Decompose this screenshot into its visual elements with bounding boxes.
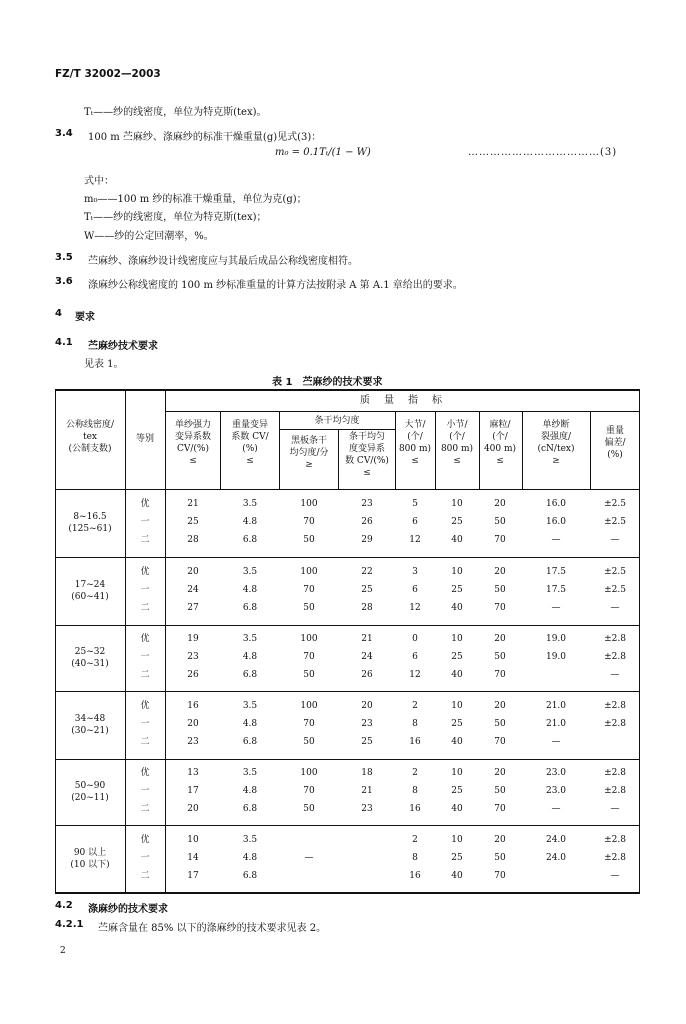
table-cell: 3.5 — [242, 567, 258, 577]
table-cell: 40 — [451, 535, 463, 545]
definition-text: Tₜ——纱的线密度，单位为特克斯(tex)； — [84, 212, 267, 223]
table-cell: ±2.5 — [604, 585, 626, 595]
table-cell: 2 — [412, 768, 418, 778]
table-cell: 0 — [412, 634, 418, 644]
table-cell: 40 — [451, 737, 463, 747]
table-cell: ±2.5 — [604, 499, 626, 509]
table-cell: — — [551, 737, 561, 747]
table-cell: 100 — [300, 768, 318, 778]
grade-cell: 二 — [140, 804, 150, 814]
table-cell: 6.8 — [242, 535, 258, 545]
col-header-strength-cv: 单纱强力 变异系数 CV/(%) ≤ — [174, 420, 212, 466]
table-cell: 4.8 — [242, 786, 258, 796]
grade-cell: 二 — [140, 870, 150, 881]
table-cell: 23 — [361, 499, 373, 509]
table-cell: 27 — [187, 603, 199, 613]
table-cell: 23 — [187, 652, 199, 662]
table-cell: ±2.8 — [604, 634, 626, 644]
table-cell: 50 — [494, 719, 506, 729]
col-header-neps: 麻粒/ (个/ 400 m) ≤ — [483, 420, 517, 466]
table-cell: 3.5 — [242, 768, 258, 778]
table-cell: ±2.8 — [604, 719, 626, 729]
table-cell: 25 — [451, 719, 463, 729]
clause-text: 100 m 苎麻纱、涤麻纱的标准干燥重量(g)见式(3)： — [88, 132, 322, 143]
table-cell: ±2.8 — [604, 768, 626, 778]
table-cell: 50 — [303, 737, 315, 747]
table-cell: 24 — [361, 652, 373, 662]
col-header-tenacity: 单纱断 裂强度/ (cN/tex) ≥ — [537, 420, 575, 466]
table-cell: 40 — [451, 670, 463, 680]
requirements-table — [55, 389, 640, 894]
grade-cell: 二 — [140, 737, 150, 747]
table-cell: 19.0 — [545, 634, 567, 644]
table-cell: — — [610, 603, 620, 613]
table-reference: 见表 1。 — [84, 359, 124, 370]
table-cell: 26 — [361, 670, 373, 680]
table-cell: — — [551, 535, 561, 545]
grade-cell: 一 — [140, 517, 150, 527]
table-cell: 12 — [409, 603, 421, 613]
table-cell: 20 — [494, 768, 506, 778]
table-cell: 50 — [494, 852, 506, 863]
table-cell: 18 — [361, 768, 373, 778]
table-cell: 10 — [451, 768, 463, 778]
table-cell: 50 — [494, 517, 506, 527]
table-cell: 70 — [303, 719, 315, 729]
linear-density-range: 50~90 (20~11) — [71, 781, 109, 803]
table-cell: ±2.8 — [604, 834, 626, 845]
grade-cell: 优 — [140, 701, 150, 711]
table-cell: 50 — [494, 786, 506, 796]
definition-text: Tₜ——纱的线密度，单位为特克斯(tex)。 — [84, 107, 267, 118]
table-cell: 8 — [412, 719, 418, 729]
col-header-quality: 质 量 指 标 — [360, 395, 444, 406]
table-cell: 6.8 — [242, 804, 258, 814]
table-cell: ±2.8 — [604, 701, 626, 711]
section-number: 4 — [55, 308, 62, 319]
table-cell: 16 — [409, 804, 421, 814]
table-cell: 25 — [451, 786, 463, 796]
table-cell: 20 — [187, 567, 199, 577]
table-cell: 4.8 — [242, 585, 258, 595]
grade-cell: 二 — [140, 535, 150, 545]
table-cell: 21 — [361, 786, 373, 796]
table-cell: 25 — [451, 852, 463, 863]
col-header-weight-deviation: 重量 偏差/ (%) — [604, 426, 626, 460]
clause-number: 3.6 — [55, 276, 73, 287]
clause-text: 涤麻纱公称线密度的 100 m 纱标准重量的计算方法按附录 A 第 A.1 章给出的要求。 — [88, 280, 463, 291]
table-cell: 20 — [494, 567, 506, 577]
table-cell: 17.5 — [545, 567, 567, 577]
table-cell: 28 — [361, 603, 373, 613]
table-cell: 50 — [303, 670, 315, 680]
table-cell: 28 — [187, 535, 199, 545]
table-cell: 16 — [409, 870, 421, 881]
col-header-thick-places: 大节/ (个/ 800 m) ≤ — [398, 420, 432, 466]
table-cell: 50 — [494, 585, 506, 595]
table-cell: 25 — [451, 585, 463, 595]
clause-text: 苎麻纱、涤麻纱设计线密度应与其最后成品公称线密度相符。 — [88, 256, 358, 267]
table-cell: 21.0 — [545, 701, 567, 711]
table-cell: 2 — [412, 834, 418, 845]
table-cell: 40 — [451, 603, 463, 613]
grade-cell: 二 — [140, 603, 150, 613]
table-cell: 23.0 — [545, 768, 567, 778]
table-cell: 20 — [494, 634, 506, 644]
table-title: 表 1 苎麻纱的技术要求 — [272, 377, 383, 388]
table-cell: 70 — [303, 786, 315, 796]
table-cell: 17 — [187, 870, 199, 881]
formula: m₀ = 0.1Tₜ/(1 − W) — [275, 147, 371, 158]
table-cell: 12 — [409, 535, 421, 545]
table-cell: 25 — [451, 652, 463, 662]
table-cell: 70 — [303, 585, 315, 595]
standard-code: FZ/T 32002—2003 — [55, 68, 161, 80]
grade-cell: 二 — [140, 670, 150, 680]
table-cell: — — [610, 804, 620, 814]
table-cell: 50 — [303, 804, 315, 814]
table-cell: 4.8 — [242, 852, 258, 863]
grade-cell: 优 — [140, 634, 150, 644]
table-cell: 26 — [361, 517, 373, 527]
clause-number: 4.2 — [55, 900, 73, 911]
col-header-linear-density: 公称线密度/ tex (公制支数) — [65, 420, 115, 454]
table-cell: 8 — [412, 852, 418, 863]
col-header-grade: 等别 — [135, 434, 155, 444]
table-cell: ±2.8 — [604, 786, 626, 796]
table-cell: 20 — [187, 804, 199, 814]
table-cell: 6 — [412, 652, 418, 662]
formula-number: ………………………………(3) — [468, 147, 618, 158]
table-cell: 23 — [361, 804, 373, 814]
table-cell: ±2.8 — [604, 652, 626, 662]
clause-heading: 苎麻纱技术要求 — [88, 341, 158, 352]
table-cell: 10 — [451, 567, 463, 577]
table-cell: 25 — [361, 585, 373, 595]
table-cell: 3.5 — [242, 499, 258, 509]
table-cell: 3.5 — [242, 634, 258, 644]
table-cell: 23 — [361, 719, 373, 729]
table-cell: 100 — [300, 499, 318, 509]
table-cell: 24.0 — [545, 834, 567, 845]
where-label: 式中： — [84, 176, 114, 187]
table-cell: 24 — [187, 585, 199, 595]
table-cell: 5 — [412, 499, 418, 509]
table-cell: 14 — [187, 852, 199, 863]
table-cell: — — [551, 603, 561, 613]
table-cell: 20 — [494, 701, 506, 711]
table-cell: 40 — [451, 870, 463, 881]
table-cell: 29 — [361, 535, 373, 545]
table-cell: ±2.5 — [604, 567, 626, 577]
table-cell: ±2.5 — [604, 517, 626, 527]
col-header-weight-cv: 重量变异 系数 CV/ (%) ≤ — [231, 420, 269, 466]
table-cell: 10 — [451, 634, 463, 644]
table-cell: 10 — [451, 499, 463, 509]
linear-density-range: 90 以上 (10 以下) — [70, 847, 110, 870]
col-header-small-places: 小节/ (个/ 800 m) ≤ — [440, 420, 474, 466]
definition-text: m₀——100 m 纱的标准干燥重量，单位为克(g)； — [84, 194, 307, 205]
table-cell: 50 — [494, 652, 506, 662]
grade-cell: 优 — [140, 834, 150, 845]
table-cell: 25 — [361, 737, 373, 747]
table-cell: 100 — [300, 701, 318, 711]
table-cell: 6.8 — [242, 737, 258, 747]
table-cell: 21.0 — [545, 719, 567, 729]
table-cell: 70 — [494, 804, 506, 814]
table-cell: — — [610, 535, 620, 545]
linear-density-range: 17~24 (60~41) — [71, 580, 109, 602]
table-cell: 70 — [303, 652, 315, 662]
table-cell: 6.8 — [242, 603, 258, 613]
grade-cell: 一 — [140, 852, 150, 863]
table-cell: 70 — [494, 870, 506, 881]
grade-cell: 一 — [140, 719, 150, 729]
table-cell: 19.0 — [545, 652, 567, 662]
grade-cell: 一 — [140, 652, 150, 662]
table-cell: 21 — [187, 499, 199, 509]
table-cell: 50 — [303, 535, 315, 545]
grade-cell: 一 — [140, 786, 150, 796]
linear-density-range: 34~48 (30~21) — [71, 714, 109, 736]
col-header-evenness: 条干均匀度 — [314, 416, 360, 426]
table-cell: 17.5 — [545, 585, 567, 595]
table-cell: 23 — [187, 737, 199, 747]
table-cell: 3.5 — [242, 701, 258, 711]
table-cell: 13 — [187, 768, 199, 778]
table-cell: 40 — [451, 804, 463, 814]
table-cell: ±2.8 — [604, 852, 626, 863]
table-cell: 70 — [494, 535, 506, 545]
clause-number: 3.4 — [55, 128, 73, 139]
table-cell: 16 — [187, 701, 199, 711]
table-cell: 16 — [409, 737, 421, 747]
clause-heading: 涤麻纱的技术要求 — [88, 904, 168, 915]
linear-density-range: 25~32 (40~31) — [71, 647, 109, 669]
table-cell: 6.8 — [242, 870, 258, 881]
table-cell: 100 — [300, 567, 318, 577]
table-cell: 20 — [494, 834, 506, 845]
table-cell: 4.8 — [242, 652, 258, 662]
table-cell: 16.0 — [545, 499, 567, 509]
col-header-blackboard: 黑板条干 均匀度/分 ≥ — [289, 436, 329, 470]
table-cell: 100 — [300, 634, 318, 644]
table-cell: 23.0 — [545, 786, 567, 796]
section-heading: 要求 — [75, 312, 95, 323]
table-cell: 20 — [494, 499, 506, 509]
table-cell: 22 — [361, 567, 373, 577]
table-cell: 10 — [187, 834, 199, 845]
table-cell: 10 — [451, 701, 463, 711]
grade-cell: 优 — [140, 567, 150, 577]
grade-cell: 一 — [140, 585, 150, 595]
table-cell: 12 — [409, 670, 421, 680]
table-cell: 3 — [412, 567, 418, 577]
table-cell: 70 — [494, 670, 506, 680]
clause-number: 4.2.1 — [55, 919, 84, 930]
table-cell: 70 — [303, 517, 315, 527]
page-number: 2 — [60, 946, 66, 956]
table-cell: 6.8 — [242, 670, 258, 680]
clause-number: 3.5 — [55, 252, 73, 263]
table-cell: — — [610, 670, 620, 680]
table-cell: 24.0 — [545, 852, 567, 863]
col-header-evenness-cv: 条干均匀 度变异系 数 CV/(%) ≤ — [345, 432, 389, 478]
linear-density-range: 8~16.5 (125~61) — [68, 512, 112, 534]
table-cell: 6 — [412, 517, 418, 527]
table-cell: 6 — [412, 585, 418, 595]
clause-number: 4.1 — [55, 337, 73, 348]
table-cell: 20 — [361, 701, 373, 711]
grade-cell: 优 — [140, 768, 150, 778]
table-cell: 21 — [361, 634, 373, 644]
table-cell: 26 — [187, 670, 199, 680]
table-cell: 17 — [187, 786, 199, 796]
table-cell: — — [551, 804, 561, 814]
table-cell: 70 — [494, 737, 506, 747]
table-cell: 25 — [187, 517, 199, 527]
clause-text: 苎麻含量在 85% 以下的涤麻纱的技术要求见表 2。 — [98, 923, 327, 934]
table-cell: 10 — [451, 834, 463, 845]
table-cell: 8 — [412, 786, 418, 796]
table-cell: 50 — [303, 603, 315, 613]
table-cell: 4.8 — [242, 719, 258, 729]
table-cell: — — [610, 870, 620, 881]
grade-cell: 优 — [140, 499, 150, 509]
table-cell: 25 — [451, 517, 463, 527]
table-cell: — — [304, 852, 314, 863]
table-cell: 3.5 — [242, 834, 258, 845]
table-cell: 19 — [187, 634, 199, 644]
table-cell: 20 — [187, 719, 199, 729]
table-cell: 4.8 — [242, 517, 258, 527]
definition-text: W——纱的公定回潮率，%。 — [84, 231, 214, 242]
table-cell: 16.0 — [545, 517, 567, 527]
table-cell: 70 — [494, 603, 506, 613]
table-cell: 2 — [412, 701, 418, 711]
